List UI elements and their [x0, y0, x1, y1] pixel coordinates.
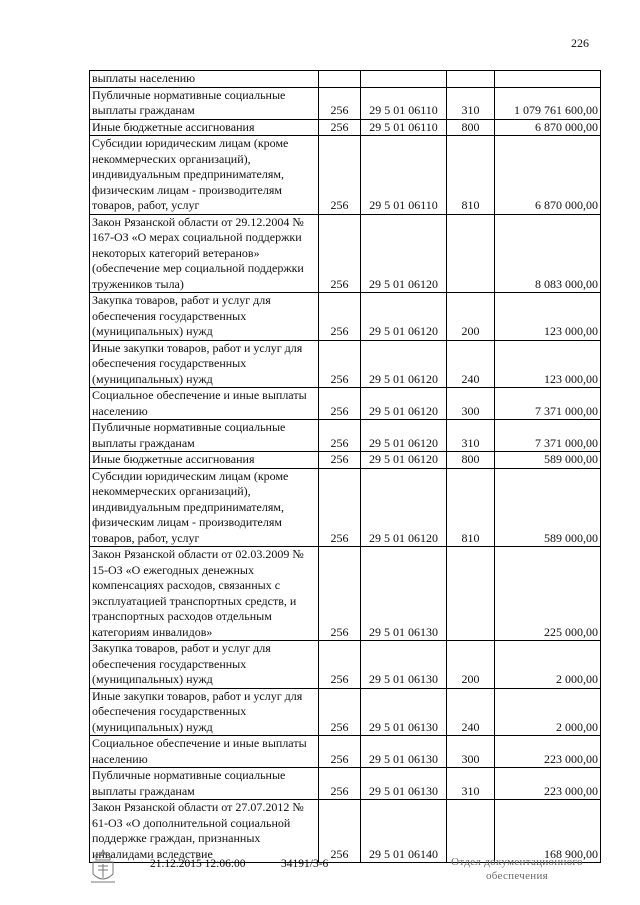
row-name: Публичные нормативные социальные выплаты гражданам: [90, 87, 319, 119]
row-target-code: 29 5 01 06120: [361, 340, 447, 388]
table-row: [90, 736, 601, 768]
table-row: [90, 214, 601, 293]
row-admin-code: 256: [319, 136, 361, 215]
table-row: [90, 452, 601, 469]
row-expense-kind: 300: [447, 736, 495, 768]
row-name: Социальное обеспечение и иные выплаты населению: [90, 388, 319, 420]
row-target-code: 29 5 01 06110: [361, 87, 447, 119]
row-target-code: 29 5 01 06130: [361, 736, 447, 768]
row-name: Социальное обеспечение и иные выплаты населению: [90, 736, 319, 768]
row-target-code: 29 5 01 06120: [361, 420, 447, 452]
row-amount: 123 000,00: [495, 340, 601, 388]
row-expense-kind: [447, 547, 495, 641]
row-admin-code: 256: [319, 293, 361, 341]
row-expense-kind: [447, 800, 495, 863]
row-admin-code: 256: [319, 641, 361, 689]
row-amount: 589 000,00: [495, 452, 601, 469]
table-row: [90, 87, 601, 119]
row-amount: 2 000,00: [495, 641, 601, 689]
row-admin-code: 256: [319, 768, 361, 800]
row-amount: 1 079 761 600,00: [495, 87, 601, 119]
table-row: [90, 136, 601, 215]
table-row: [90, 547, 601, 641]
budget-table: [89, 70, 601, 863]
row-expense-kind: 800: [447, 452, 495, 469]
row-target-code: 29 5 01 06120: [361, 214, 447, 293]
row-name: Публичные нормативные социальные выплаты гражданам: [90, 768, 319, 800]
row-target-code: 29 5 01 06110: [361, 136, 447, 215]
page-number: 226: [571, 36, 589, 50]
row-amount: 7 371 000,00: [495, 420, 601, 452]
table-row: [90, 468, 601, 547]
row-admin-code: 256: [319, 688, 361, 736]
row-amount: 7 371 000,00: [495, 388, 601, 420]
footer-doc-number: 34191/3-6: [281, 858, 329, 870]
table-row: [90, 768, 601, 800]
row-name: Иные закупки товаров, работ и услуг для обеспечения государственных (муниципальных) нужд: [90, 340, 319, 388]
row-amount: 225 000,00: [495, 547, 601, 641]
row-admin-code: 256: [319, 388, 361, 420]
row-amount: 168 900,00: [495, 800, 601, 863]
row-amount: 223 000,00: [495, 736, 601, 768]
table-row: [90, 340, 601, 388]
row-expense-kind: 800: [447, 119, 495, 136]
row-amount: 223 000,00: [495, 768, 601, 800]
row-target-code: 29 5 01 06120: [361, 468, 447, 547]
row-amount: 589 000,00: [495, 468, 601, 547]
stamp-line-2: обеспечения: [485, 870, 549, 882]
row-admin-code: 256: [319, 547, 361, 641]
coat-of-arms-icon: [88, 848, 118, 886]
row-expense-kind: [447, 214, 495, 293]
row-name: Закупка товаров, работ и услуг для обеспечения государственных (муниципальных) нужд: [90, 641, 319, 689]
row-expense-kind: 810: [447, 468, 495, 547]
row-amount: 123 000,00: [495, 293, 601, 341]
row-name: Иные бюджетные ассигнования: [90, 452, 319, 469]
row-name: Иные бюджетные ассигнования: [90, 119, 319, 136]
row-admin-code: 256: [319, 119, 361, 136]
row-admin-code: 256: [319, 214, 361, 293]
table-row: [90, 388, 601, 420]
row-name: выплаты населению: [90, 71, 319, 88]
row-target-code: 29 5 01 06130: [361, 641, 447, 689]
table-row: [90, 641, 601, 689]
row-amount: 6 870 000,00: [495, 119, 601, 136]
row-admin-code: 256: [319, 736, 361, 768]
table-row: [90, 71, 601, 88]
row-expense-kind: 200: [447, 641, 495, 689]
row-target-code: 29 5 01 06130: [361, 547, 447, 641]
table-row: [90, 420, 601, 452]
table-row: [90, 688, 601, 736]
footer-datetime: 21.12.2015 12:06:00: [150, 858, 246, 870]
row-target-code: 29 5 01 06140: [361, 800, 447, 863]
row-admin-code: 256: [319, 340, 361, 388]
table-row: [90, 119, 601, 136]
row-amount: [495, 71, 601, 88]
row-expense-kind: [447, 71, 495, 88]
row-target-code: 29 5 01 06120: [361, 388, 447, 420]
row-name: Субсидии юридическим лицам (кроме некоммерческих организаций), индивидуальным предпринимателям, физическим лицам - производителям товаров, работ, услуг: [90, 136, 319, 215]
row-name: Субсидии юридическим лицам (кроме некоммерческих организаций), индивидуальным предпринимателям, физическим лицам - производителям товаров, работ, услуг: [90, 468, 319, 547]
row-target-code: 29 5 01 06120: [361, 452, 447, 469]
row-name: Закон Рязанской области от 02.03.2009 № 15-ОЗ «О ежегодных денежных компенсациях расходов, связанных с эксплуатацией транспортных средств, и транспортных расходов отдельным категориям инвалидов»: [90, 547, 319, 641]
budget-table-body: [90, 71, 601, 863]
stamp-line-1: Отдел документационного: [451, 856, 583, 868]
row-admin-code: 256: [319, 468, 361, 547]
row-target-code: 29 5 01 06130: [361, 768, 447, 800]
row-name: Иные закупки товаров, работ и услуг для обеспечения государственных (муниципальных) нужд: [90, 688, 319, 736]
row-target-code: 29 5 01 06110: [361, 119, 447, 136]
row-amount: 2 000,00: [495, 688, 601, 736]
row-amount: 8 083 000,00: [495, 214, 601, 293]
row-expense-kind: 300: [447, 388, 495, 420]
row-expense-kind: 240: [447, 340, 495, 388]
row-name: Закон Рязанской области от 29.12.2004 № 167-ОЗ «О мерах социальной поддержки некоторых категорий ветеранов» (обеспечение мер социальной поддержки тружеников тыла): [90, 214, 319, 293]
table-row: [90, 800, 601, 863]
row-expense-kind: 240: [447, 688, 495, 736]
row-target-code: 29 5 01 06120: [361, 293, 447, 341]
row-amount: 6 870 000,00: [495, 136, 601, 215]
row-target-code: 29 5 01 06130: [361, 688, 447, 736]
department-stamp: [432, 855, 602, 883]
row-admin-code: [319, 71, 361, 88]
row-expense-kind: 310: [447, 768, 495, 800]
row-target-code: [361, 71, 447, 88]
row-name: Закупка товаров, работ и услуг для обеспечения государственных (муниципальных) нужд: [90, 293, 319, 341]
row-expense-kind: 310: [447, 420, 495, 452]
row-admin-code: 256: [319, 800, 361, 863]
row-name: Закон Рязанской области от 27.07.2012 № 61-ОЗ «О дополнительной социальной поддержке граждан, признанных инвалидами вследствие: [90, 800, 319, 863]
row-name: Публичные нормативные социальные выплаты гражданам: [90, 420, 319, 452]
row-expense-kind: 200: [447, 293, 495, 341]
row-expense-kind: 310: [447, 87, 495, 119]
row-admin-code: 256: [319, 420, 361, 452]
row-expense-kind: 810: [447, 136, 495, 215]
row-admin-code: 256: [319, 452, 361, 469]
row-admin-code: 256: [319, 87, 361, 119]
table-row: [90, 293, 601, 341]
